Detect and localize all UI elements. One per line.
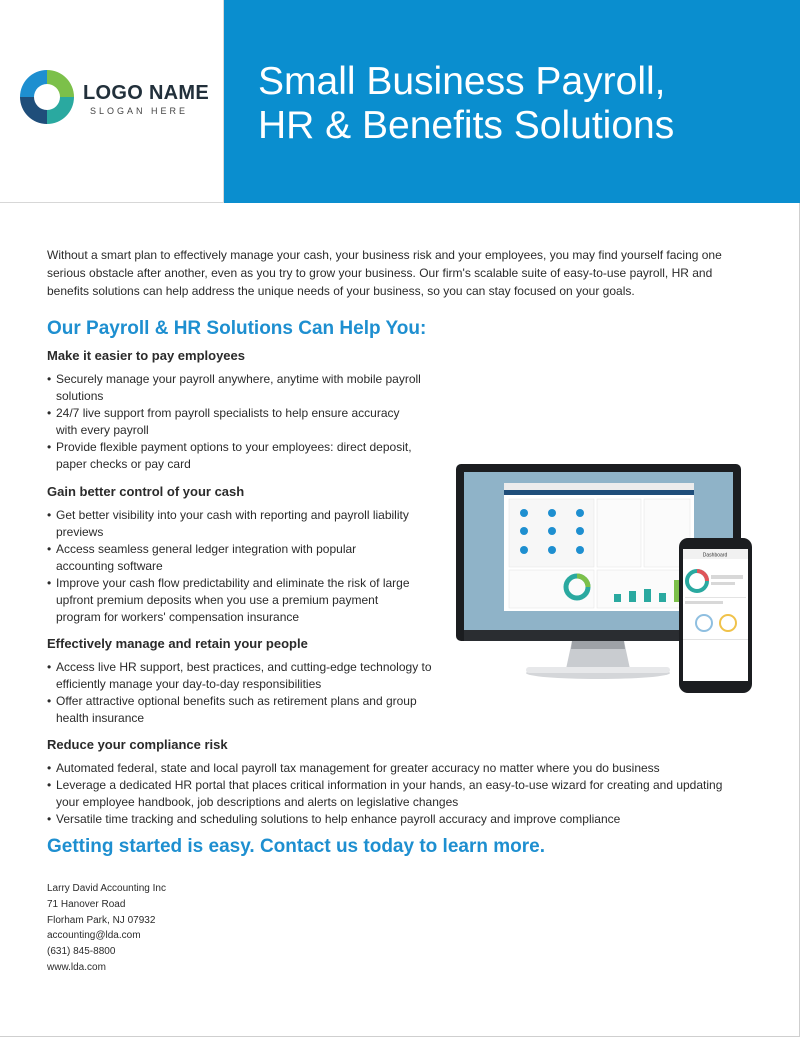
title-banner	[224, 0, 800, 203]
list-item: • Securely manage your payroll anywhere, anytime with mobile payroll solutions	[47, 371, 422, 405]
bullet-list-manage-people	[47, 659, 442, 727]
bullet-list-compliance	[47, 760, 747, 828]
logo-name: LOGO NAME	[83, 82, 210, 104]
list-item: • Leverage a dedicated HR portal that places critical information in your hands, an easy-to-use wizard for creating and updating your employee handbook, job descriptions and alerts on legislative changes	[47, 777, 747, 811]
list-item: • Access live HR support, best practices, and cutting-edge technology to efficiently manage your day-to-day responsibilities	[47, 659, 442, 693]
list-item: • Get better visibility into your cash with reporting and payroll liability previews	[47, 507, 415, 541]
page-title-line-1: Small Business Payroll,	[258, 60, 666, 103]
phone-number: (631) 845-8800	[47, 946, 116, 958]
intro-paragraph: Without a smart plan to effectively manage your cash, your business risk and your employees, you may find yourself facing one serious obstacle after another, even as you try to grow your business. Our firm's scalable suite of easy-to-use payroll, HR and benefits solutions can help address the unique needs of your business, so you can stay focused on your goals.	[47, 248, 722, 298]
logo	[0, 0, 224, 203]
list-item: • Offer attractive optional benefits such as retirement plans and group health insurance	[47, 693, 442, 727]
list-item: • Automated federal, state and local payroll tax management for greater accuracy no matter where you do business	[47, 760, 747, 777]
phone-icon	[679, 538, 752, 693]
list-item: • 24/7 live support from payroll specialists to help ensure accuracy with every payroll	[47, 405, 422, 439]
group-title-cash-control: Gain better control of your cash	[47, 484, 245, 499]
list-item: • Provide flexible payment options to your employees: direct deposit, paper checks or pay card	[47, 439, 422, 473]
group-title-compliance: Reduce your compliance risk	[47, 737, 228, 752]
logo-swirl-icon	[16, 66, 78, 128]
logo-slogan: SLOGAN HERE	[90, 106, 189, 116]
page-title-line-2: HR & Benefits Solutions	[258, 104, 675, 147]
email-link[interactable]: accounting@lda.com	[47, 930, 141, 942]
contact-block	[47, 881, 166, 976]
page-title	[258, 60, 788, 148]
phone-header-label: Dashboard	[702, 552, 728, 559]
dashboard-window	[504, 483, 694, 611]
bullet-list-cash-control	[47, 507, 415, 626]
group-title-pay-employees: Make it easier to pay employees	[47, 348, 245, 363]
list-item: • Improve your cash flow predictability and eliminate the risk of large upfront premium deposits when you use a premium payment program for workers' compensation insurance	[47, 575, 415, 626]
company-name: Larry David Accounting Inc	[47, 883, 166, 894]
monitor-and-phone-dashboard-illustration	[454, 463, 754, 695]
list-item: • Access seamless general ledger integration with popular accounting software	[47, 541, 415, 575]
list-item: • Versatile time tracking and scheduling solutions to help enhance payroll accuracy and improve compliance	[47, 811, 747, 828]
website-link[interactable]: www.lda.com	[47, 961, 106, 973]
header	[0, 0, 800, 203]
bullet-list-pay-employees	[47, 371, 422, 473]
group-title-manage-people: Effectively manage and retain your people	[47, 636, 308, 651]
call-to-action: Getting started is easy. Contact us today to learn more.	[47, 836, 545, 857]
city-state-zip: Florham Park, NJ 07932	[47, 914, 156, 926]
street-address: 71 Hanover Road	[47, 898, 126, 910]
solutions-heading: Our Payroll & HR Solutions Can Help You:	[47, 318, 427, 339]
